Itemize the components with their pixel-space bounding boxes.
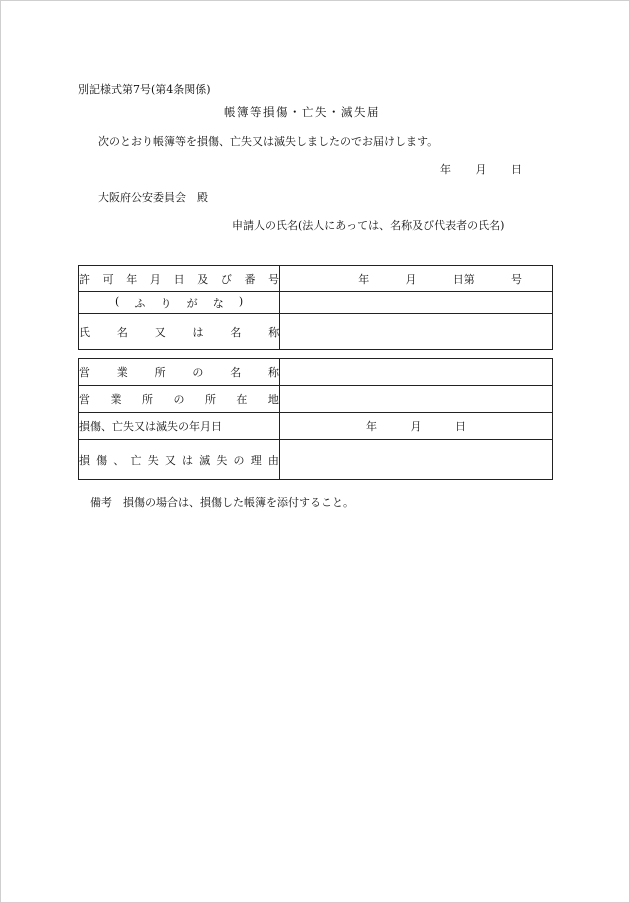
office-address-label <box>79 386 280 413</box>
label-char: 許 <box>79 272 90 286</box>
label-char: 年 <box>126 272 138 286</box>
label-char: の <box>192 366 204 379</box>
label-char: 亡 <box>130 453 142 467</box>
label-char: ( <box>115 294 120 308</box>
form-id: 別記様式第7号(第4条関係) <box>78 83 211 96</box>
permit-month: 月 <box>405 272 417 286</box>
label-text: 損傷、亡失又は滅失の年月日 <box>79 420 222 433</box>
label-char: り <box>160 296 172 310</box>
label-char: は <box>192 325 204 339</box>
loss-day: 日 <box>454 420 466 433</box>
label-char: 失 <box>147 453 159 467</box>
label-char: 名 <box>230 366 242 379</box>
submission-date <box>440 161 522 177</box>
label-char: 所 <box>154 366 166 379</box>
label-char: 月 <box>149 272 161 286</box>
label-char: が <box>186 296 198 310</box>
loss-date-field[interactable] <box>279 413 552 440</box>
addressee: 大阪府公安委員会 殿 <box>98 191 208 204</box>
name-label <box>79 314 280 350</box>
permit-row <box>79 266 553 292</box>
label-char: 在 <box>236 393 248 406</box>
label-char: 名 <box>230 325 242 339</box>
label-char: 又 <box>154 325 166 339</box>
label-char: 由 <box>267 453 279 467</box>
label-char: 損 <box>79 453 90 467</box>
office-address-field[interactable] <box>279 386 552 413</box>
label-char: 営 <box>79 393 90 406</box>
name-field[interactable] <box>280 314 553 350</box>
form-title: 帳簿等損傷・亡失・滅失届 <box>224 105 380 119</box>
label-char: 称 <box>267 366 279 379</box>
label-char: ) <box>238 294 244 308</box>
intro-text: 次のとおり帳簿等を損傷、亡失又は滅失しましたのでお届けします。 <box>98 135 439 148</box>
loss-year: 年 <box>365 420 377 433</box>
label-char: 又 <box>164 453 176 467</box>
loss-reason-field[interactable] <box>279 440 552 480</box>
label-char: 所 <box>141 393 153 406</box>
label-char: 号 <box>268 272 280 286</box>
office-name-label <box>79 359 280 386</box>
label-char: は <box>182 453 194 467</box>
loss-date-label <box>79 413 280 440</box>
label-char: 業 <box>116 366 128 379</box>
loss-reason-label <box>79 440 280 480</box>
label-char: 地 <box>267 393 279 406</box>
applicant-label: 申請人の氏名(法人にあっては、名称及び代表者の氏名) <box>232 219 505 232</box>
furigana-row <box>79 292 553 314</box>
name-row <box>79 314 553 350</box>
permit-number: 号 <box>510 272 522 286</box>
furigana-label <box>79 292 280 314</box>
loss-reason-row <box>79 440 553 480</box>
label-char: な <box>212 296 224 310</box>
loss-date-row <box>79 413 553 440</box>
furigana-field[interactable] <box>280 292 553 314</box>
label-char: 称 <box>268 325 280 339</box>
label-char: 可 <box>102 272 114 286</box>
label-char: 理 <box>250 453 262 467</box>
label-char: 失 <box>216 453 228 467</box>
label-char: の <box>233 453 245 467</box>
permit-value-field[interactable] <box>280 266 553 292</box>
office-name-field[interactable] <box>279 359 552 386</box>
label-char: 及 <box>197 272 209 286</box>
label-char: ふ <box>134 296 146 310</box>
day-label: 日 <box>511 163 522 176</box>
month-label: 月 <box>475 163 487 176</box>
permit-day: 日第 <box>452 272 475 286</box>
remarks-note: 備考 損傷の場合は、損傷した帳簿を添付すること。 <box>90 496 354 509</box>
office-name-row <box>79 359 553 386</box>
label-char: び <box>220 272 232 286</box>
label-char: 、 <box>113 453 125 467</box>
label-char: 業 <box>110 393 122 406</box>
loss-month: 月 <box>410 420 422 433</box>
label-char: 氏 <box>79 325 90 339</box>
year-label: 年 <box>440 163 451 176</box>
office-table <box>78 358 553 480</box>
permit-label <box>79 266 280 292</box>
permit-year: 年 <box>358 272 370 286</box>
label-char: 名 <box>116 325 128 339</box>
label-char: 日 <box>173 272 185 286</box>
label-char: 所 <box>204 393 216 406</box>
label-char: 傷 <box>96 453 108 467</box>
label-char: 滅 <box>199 453 211 467</box>
label-char: 営 <box>79 366 90 379</box>
label-char: 番 <box>244 272 256 286</box>
label-char: の <box>173 393 185 406</box>
permit-table <box>78 265 553 350</box>
office-address-row <box>79 386 553 413</box>
